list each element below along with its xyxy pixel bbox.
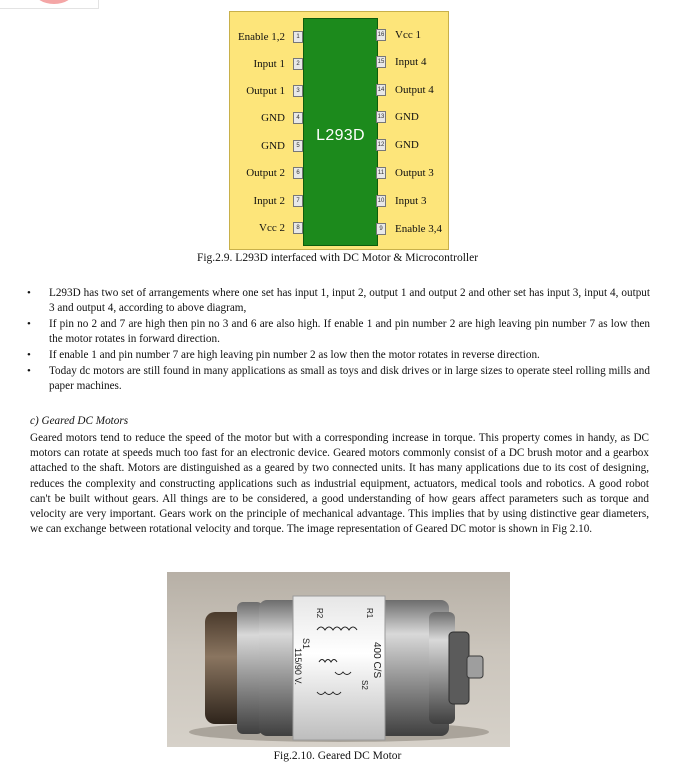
pin-number-3: 3 [293,85,303,97]
pin-label-11: Output 3 [395,167,434,179]
pin-number-16: 16 [376,29,386,41]
pin-label-13: GND [395,111,419,123]
pin-label-5: GND [261,140,285,152]
pin-number-2: 2 [293,58,303,70]
pin-number-6: 6 [293,167,303,179]
pin-number-7: 7 [293,195,303,207]
pin-label-4: GND [261,112,285,124]
pin-label-8: Vcc 2 [259,222,285,234]
bullet-item: • If enable 1 and pin number 7 are high leaving pin number 2 as low then the motor rotates in reverse direction. [26,348,650,363]
label-r2: R2 [315,608,324,619]
pin-label-14: Output 4 [395,84,434,96]
pin-number-10: 10 [376,195,386,207]
label-s2: S2 [360,680,369,690]
corner-logo [0,0,99,9]
motor-illustration [167,572,510,747]
bullet-item: • If pin no 2 and 7 are high then pin no 3 and 6 are also high. If enable 1 and pin number 2 are high leaving pin number 7 as low then the motor rotates in forward direction. [26,317,650,347]
pin-number-9: 9 [376,223,386,235]
pin-number-1: 1 [293,31,303,43]
pin-label-2: Input 1 [253,58,285,70]
section-heading: c) Geared DC Motors [30,415,129,427]
pin-number-8: 8 [293,222,303,234]
pin-number-11: 11 [376,167,386,179]
l293d-pinout-diagram [229,11,449,250]
pin-label-16: Vcc 1 [395,29,421,41]
section-paragraph: Geared motors tend to reduce the speed of the motor but with a corresponding increase in torque. This property comes in handy, as DC motors can rotate at speeds much too fast for an electronic device. Geared motors commonly consist of a DC brush motor and a gearbox attached to the shaft. Motors are distinguished as a geared by two connected units. It has many applications due to its cost of designing, reduces the complexity and constructing applications such as industrial equipment, actuators, medical tools and robotics. A good robot can't be built without gears. All things are to be considered, a good understanding of how gears affect parameters such as torque and velocity are very important. Gears work on the principle of mechanical advantage. This implies that by using distinctive gear diameters, we can exchange between rotational velocity and torque. The image representation of Geared DC motor is shown in Fig 2.10. [30,432,649,536]
chip-label: L293D [316,127,365,144]
label-voltage: 115/90 V. [293,648,303,686]
shaft-nut [467,656,483,678]
geared-dc-motor-photo [167,572,510,747]
pin-number-12: 12 [376,139,386,151]
pin-label-7: Input 2 [253,195,285,207]
figure-2-10-caption: Fig.2.10. Geared DC Motor [273,750,402,762]
pin-label-12: GND [395,139,419,151]
pin-number-5: 5 [293,140,303,152]
pin-number-13: 13 [376,111,386,123]
pin-label-6: Output 2 [246,167,285,179]
pin-number-15: 15 [376,56,386,68]
label-s1: S1 [301,638,311,650]
bullet-list [26,286,650,395]
pin-label-9: Enable 3,4 [395,223,443,235]
output-gear [449,632,469,704]
pin-label-1: Enable 1,2 [237,31,285,43]
pin-label-10: Input 3 [395,195,427,207]
l293d-chip [303,18,378,246]
bullet-item: • Today dc motors are still found in many applications as small as toys and disk drives or in large sizes to operate steel rolling mills and paper machines. [26,364,650,394]
pin-label-3: Output 1 [246,85,285,97]
pin-number-14: 14 [376,84,386,96]
figure-2-9-caption: Fig.2.9. L293D interfaced with DC Motor & Microcontroller [196,252,479,264]
pin-label-15: Input 4 [395,56,427,68]
label-r1: R1 [365,608,374,619]
label-frequency: 400 C/S [371,642,382,679]
bullet-item: • L293D has two set of arrangements where one set has input 1, input 2, output 1 and output 2 and other set has input 3, input 4, output 3 and output 4, according to above diagram, [26,286,650,316]
pin-number-4: 4 [293,112,303,124]
